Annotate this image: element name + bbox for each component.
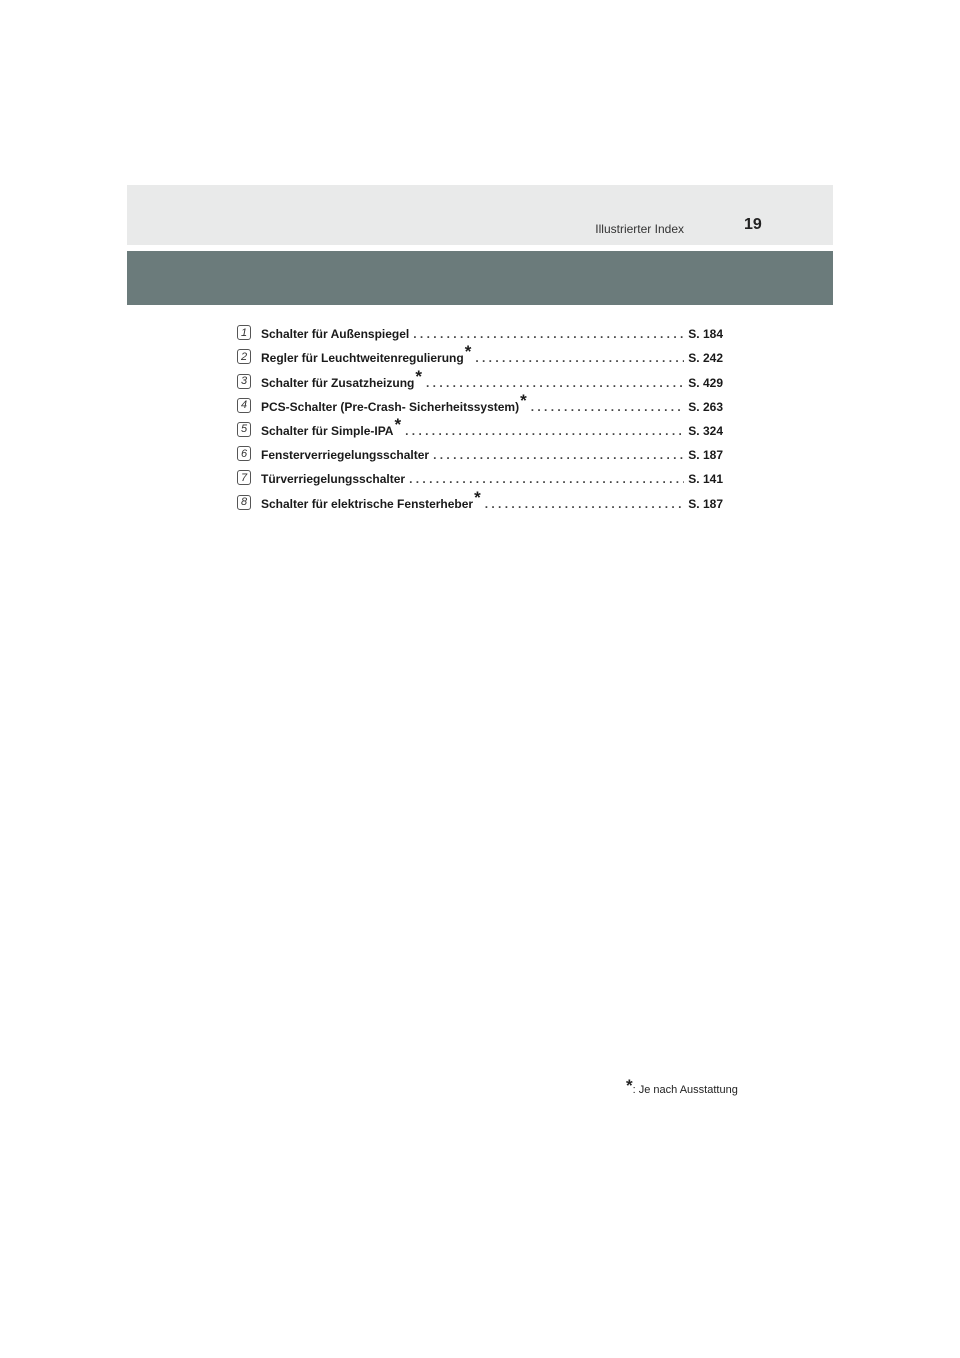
index-list — [237, 317, 723, 511]
page-reference: S. 187 — [688, 496, 723, 511]
list-item — [237, 486, 723, 510]
item-label: Schalter für Außenspiegel — [261, 327, 410, 342]
section-title: Illustrierter Index — [595, 222, 684, 236]
item-number-badge: 5 — [237, 422, 251, 437]
item-label: PCS-Schalter (Pre-Crash- Sicherheitssystem) — [261, 399, 520, 414]
dot-leader — [475, 351, 684, 365]
gray-band — [127, 251, 833, 305]
asterisk-icon: * — [520, 390, 527, 410]
dot-leader — [413, 327, 684, 341]
dot-leader — [433, 448, 684, 462]
dot-leader — [485, 497, 685, 511]
dot-leader — [405, 424, 684, 438]
header-bar — [127, 185, 833, 245]
item-label: Türverriegelungsschalter — [261, 472, 406, 487]
page-reference: S. 141 — [688, 472, 723, 487]
list-item — [237, 462, 723, 486]
dot-leader — [426, 376, 684, 390]
item-number-badge: 2 — [237, 349, 251, 364]
page-reference: S. 324 — [688, 423, 723, 438]
asterisk-icon: * — [626, 1076, 633, 1095]
dot-leader — [409, 472, 684, 486]
footnote — [626, 1078, 738, 1098]
item-label: Fensterverriegelungsschalter — [261, 448, 430, 463]
page-reference: S. 263 — [688, 399, 723, 414]
dot-leader — [531, 400, 685, 414]
item-number-badge: 1 — [237, 325, 251, 340]
footnote-text: : Je nach Ausstattung — [632, 1084, 738, 1096]
list-item — [237, 414, 723, 438]
asterisk-icon: * — [415, 366, 422, 386]
asterisk-icon: * — [464, 342, 472, 362]
item-number-badge: 8 — [237, 495, 251, 510]
asterisk-icon: * — [474, 487, 481, 507]
asterisk-icon: * — [394, 414, 402, 434]
item-label: Schalter für elektrische Fensterheber — [261, 496, 474, 511]
page-reference: S. 429 — [688, 375, 723, 390]
list-item — [237, 365, 723, 389]
item-number-badge: 3 — [237, 374, 251, 389]
list-item — [237, 390, 723, 414]
item-label: Schalter für Zusatzheizung — [261, 375, 415, 390]
page-number: 19 — [744, 216, 762, 233]
page-reference: S. 187 — [688, 448, 723, 463]
page-reference: S. 184 — [688, 327, 723, 342]
item-number-badge: 6 — [237, 446, 251, 461]
item-number-badge: 7 — [237, 470, 251, 485]
list-item — [237, 317, 723, 341]
item-number-badge: 4 — [237, 398, 251, 413]
item-label: Regler für Leuchtweitenregulierung — [261, 351, 464, 366]
item-label: Schalter für Simple-IPA — [261, 423, 394, 438]
list-item — [237, 438, 723, 462]
list-item — [237, 341, 723, 365]
page-reference: S. 242 — [688, 351, 723, 366]
